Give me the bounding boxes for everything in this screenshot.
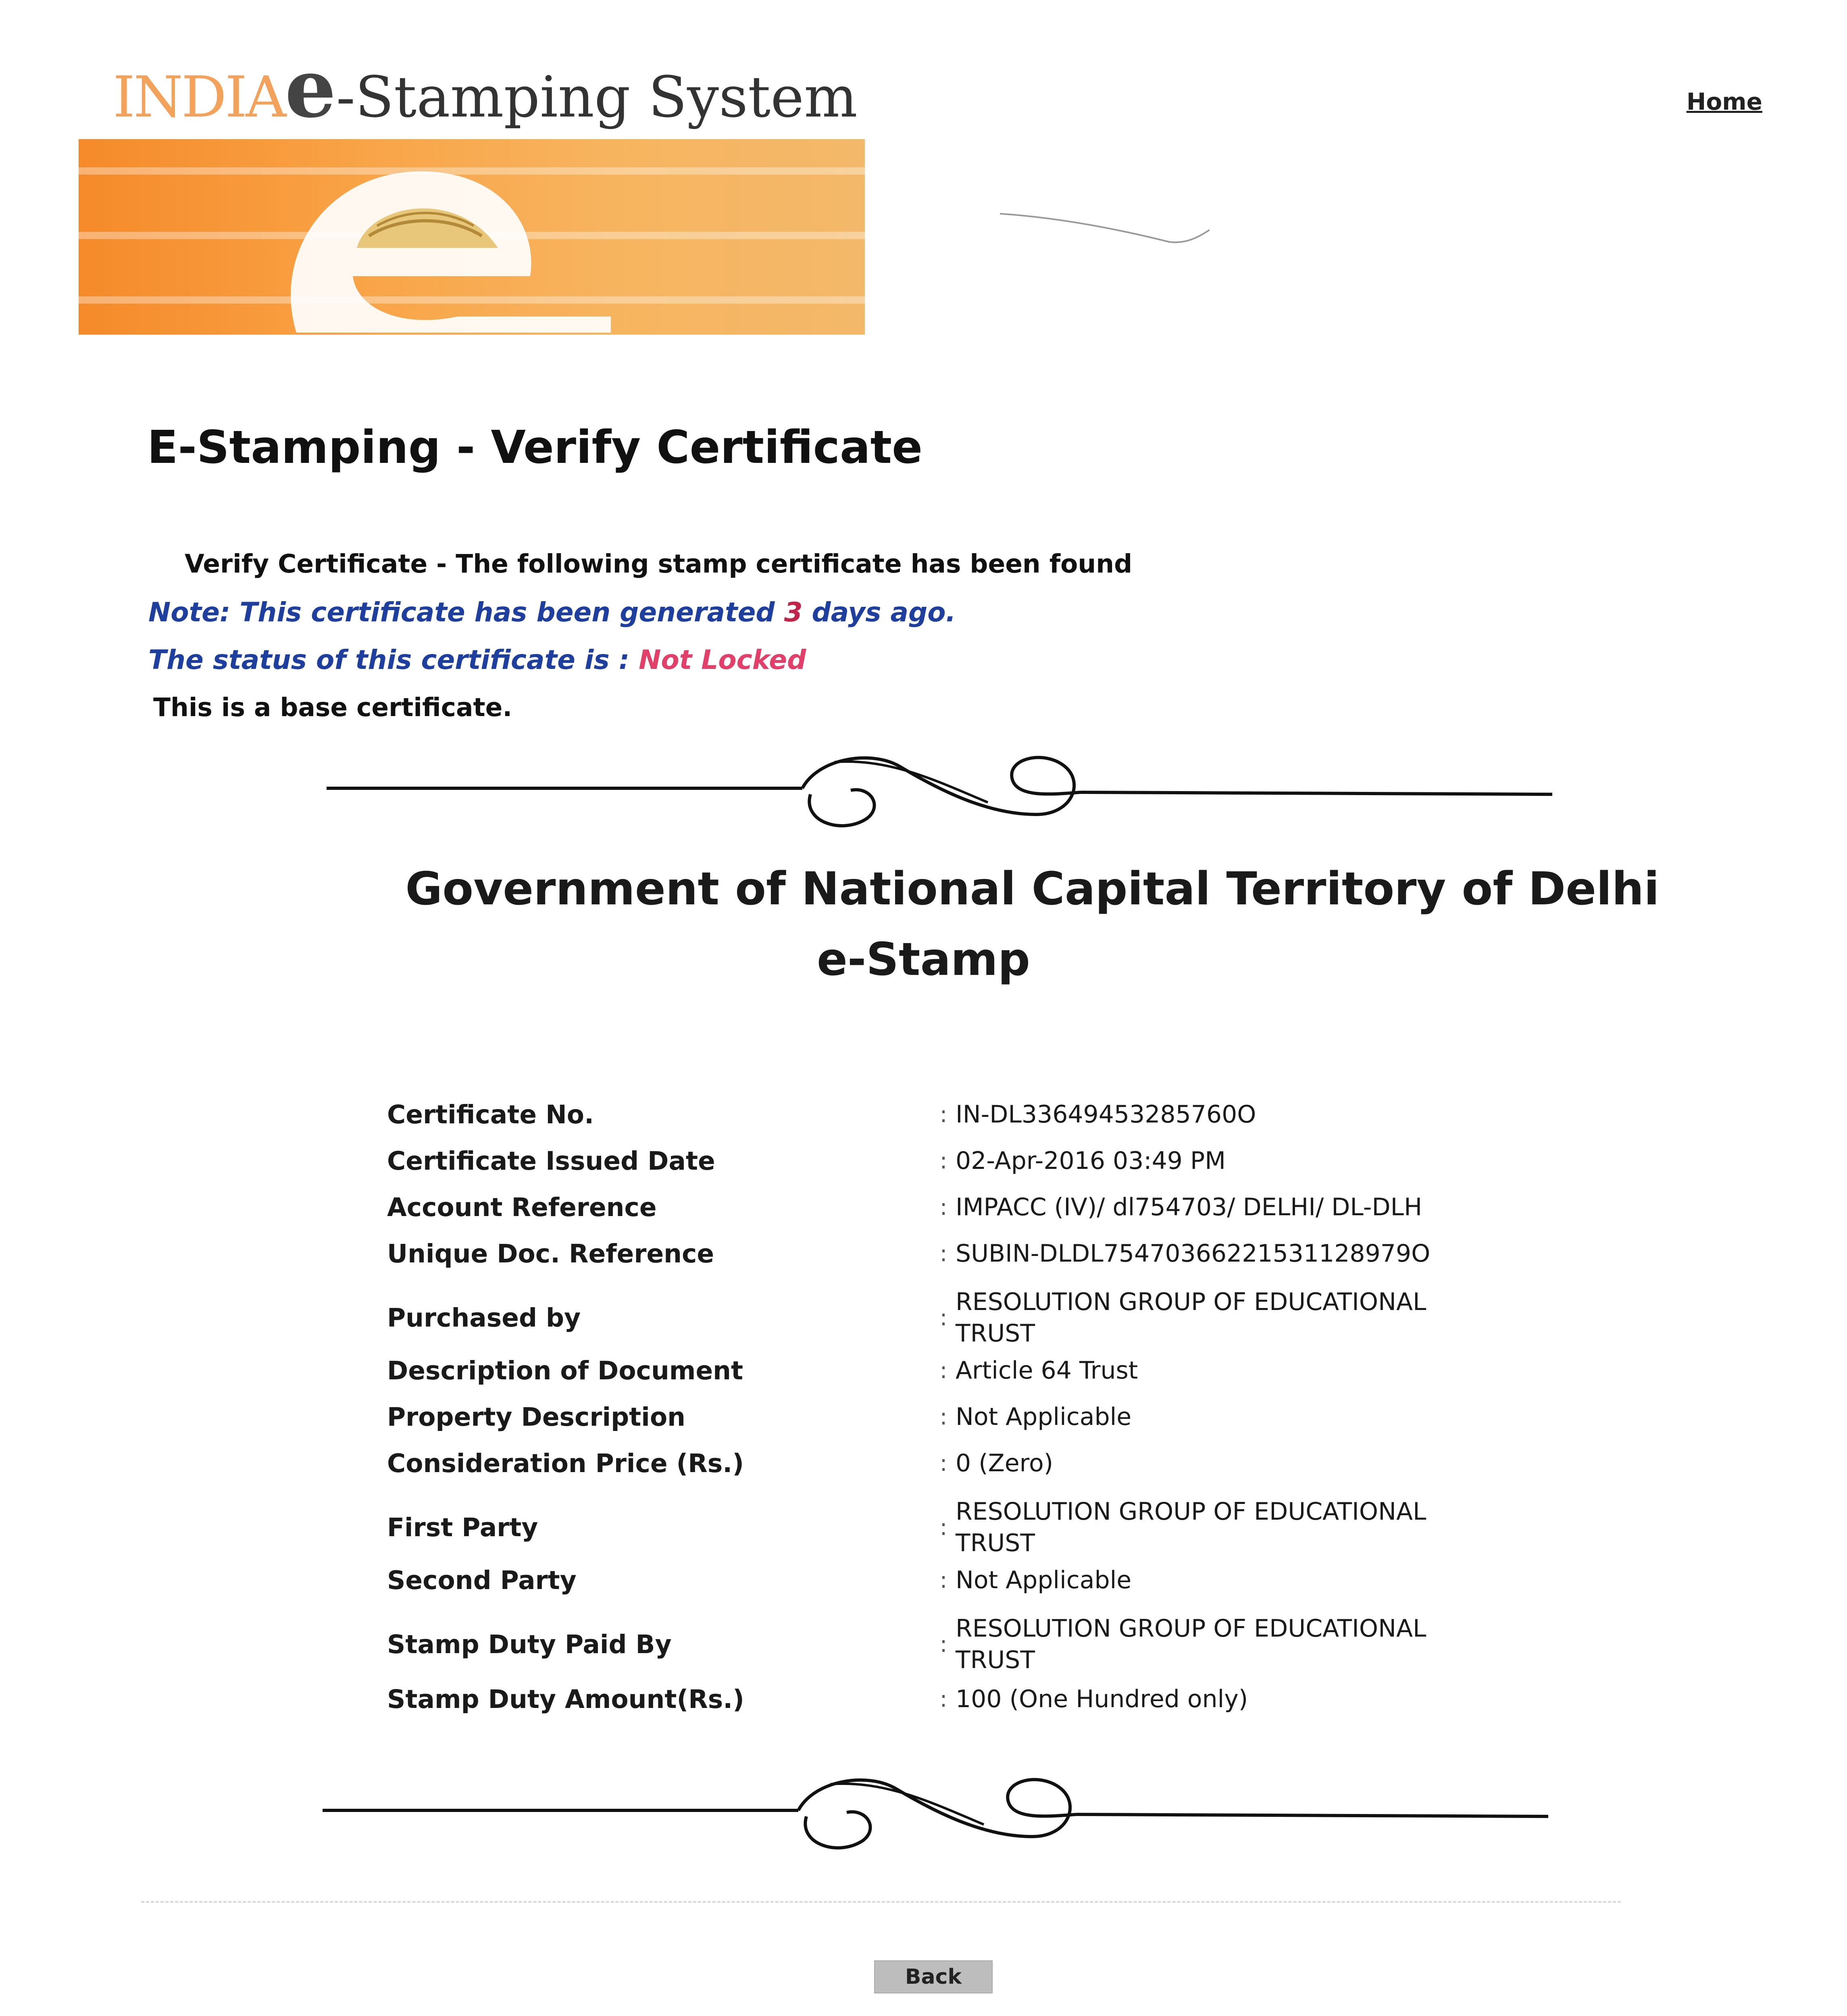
table-row xyxy=(387,1355,1516,1386)
row-label: Property Description xyxy=(387,1402,686,1432)
logo-e: e xyxy=(285,41,336,136)
row-separator: : xyxy=(939,1148,947,1174)
row-separator: : xyxy=(939,1450,947,1477)
table-row xyxy=(387,1401,1516,1433)
logo-title xyxy=(113,41,858,136)
table-row xyxy=(387,1145,1516,1177)
row-label: Second Party xyxy=(387,1565,577,1595)
row-label: Stamp Duty Paid By xyxy=(387,1629,672,1659)
table-row xyxy=(387,1683,1516,1715)
logo-prefix: INDIA xyxy=(113,65,285,130)
row-separator: : xyxy=(939,1240,947,1267)
note-days: 3 xyxy=(784,597,803,628)
row-label: Purchased by xyxy=(387,1303,581,1333)
row-value: Not Applicable xyxy=(956,1566,1132,1594)
back-button[interactable]: Back xyxy=(874,1960,993,1993)
e-logo-icon xyxy=(248,155,611,333)
row-label: Description of Document xyxy=(387,1356,743,1385)
row-label: Consideration Price (Rs.) xyxy=(387,1448,744,1478)
scan-scratch-mark xyxy=(1000,210,1210,246)
row-separator: : xyxy=(939,1514,947,1541)
row-value: 100 (One Hundred only) xyxy=(956,1685,1248,1713)
row-label: Stamp Duty Amount(Rs.) xyxy=(387,1684,744,1714)
status-prefix: The status of this certificate is : xyxy=(148,644,639,675)
row-value: IN-DL33649453285760O xyxy=(956,1100,1256,1129)
table-row xyxy=(387,1564,1516,1596)
row-value: 0 (Zero) xyxy=(956,1449,1054,1477)
row-separator: : xyxy=(939,1194,947,1220)
logo-banner xyxy=(79,139,865,335)
row-separator: : xyxy=(939,1686,947,1712)
row-label: Certificate No. xyxy=(387,1100,594,1129)
row-value: IMPACC (IV)/ dl754703/ DELHI/ DL-DLH xyxy=(956,1193,1422,1221)
ornament-divider-top xyxy=(327,734,1552,839)
row-value: 02-Apr-2016 03:49 PM xyxy=(956,1147,1226,1175)
table-row xyxy=(387,1099,1516,1130)
row-value: Not Applicable xyxy=(956,1403,1132,1431)
row-value: RESOLUTION GROUP OF EDUCATIONAL TRUST xyxy=(956,1497,1426,1557)
row-label: Account Reference xyxy=(387,1192,657,1222)
table-row xyxy=(387,1286,1516,1349)
government-title: Government of National Capital Territory of Delhi xyxy=(405,863,1660,915)
row-value: RESOLUTION GROUP OF EDUCATIONAL TRUST xyxy=(956,1614,1426,1674)
base-certificate-note: This is a base certificate. xyxy=(153,693,512,722)
row-separator: : xyxy=(939,1101,947,1128)
row-separator: : xyxy=(939,1404,947,1430)
verify-message: Verify Certificate - The following stamp certificate has been found xyxy=(185,549,1133,579)
logo-rest: -Stamping System xyxy=(336,65,858,130)
row-value: SUBIN-DLDL75470366221531128979O xyxy=(956,1239,1431,1268)
row-value: Article 64 Trust xyxy=(956,1356,1138,1385)
table-row xyxy=(387,1238,1516,1269)
row-label: Unique Doc. Reference xyxy=(387,1239,714,1268)
table-row xyxy=(387,1191,1516,1223)
footer-divider xyxy=(141,1901,1621,1903)
row-separator: : xyxy=(939,1357,947,1384)
status-message xyxy=(148,644,806,675)
note-prefix: Note: This certificate has been generated xyxy=(148,597,784,628)
ornament-divider-bottom xyxy=(323,1756,1548,1861)
note-message xyxy=(148,597,956,628)
table-row xyxy=(387,1447,1516,1479)
row-separator: : xyxy=(939,1631,947,1658)
row-label: First Party xyxy=(387,1512,538,1542)
note-suffix: days ago. xyxy=(802,597,956,628)
row-separator: : xyxy=(939,1567,947,1593)
table-row xyxy=(387,1613,1516,1676)
page-title: E-Stamping - Verify Certificate xyxy=(147,421,923,474)
row-value: RESOLUTION GROUP OF EDUCATIONAL TRUST xyxy=(956,1288,1426,1347)
row-label: Certificate Issued Date xyxy=(387,1146,715,1176)
status-badge: Not Locked xyxy=(639,644,806,675)
row-separator: : xyxy=(939,1304,947,1331)
table-row xyxy=(387,1496,1516,1559)
estamp-title: e-Stamp xyxy=(816,933,1031,986)
home-link[interactable]: Home xyxy=(1686,88,1762,115)
